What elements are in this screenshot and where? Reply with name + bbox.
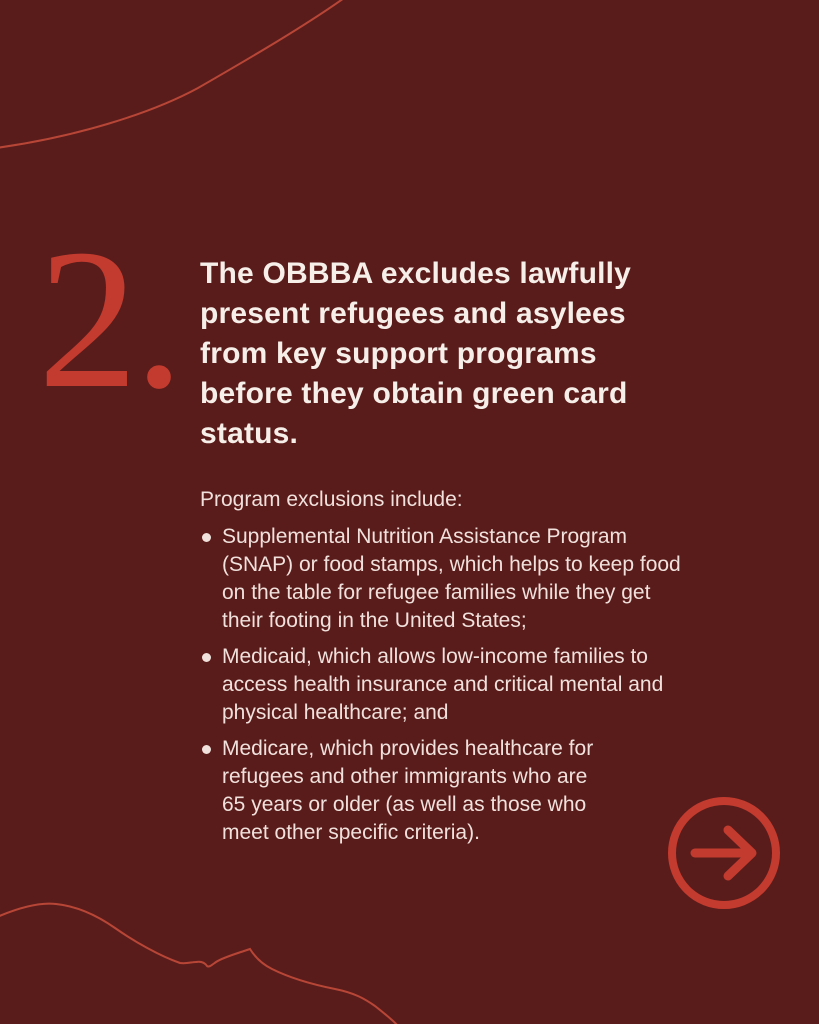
heading-line: status. [200,417,299,450]
bullet-line: on the table for refugee families while they get [222,581,651,604]
bullet-line: refugees and other immigrants who are [222,765,588,788]
heading-line: from key support programs [200,337,597,370]
bullet-line: Medicare, which provides healthcare for [222,737,594,760]
bullet-line: Medicaid, which allows low-income families to [222,645,648,668]
contour-line-bottom [0,904,399,1024]
bullet-line: Supplemental Nutrition Assistance Program [222,525,628,548]
bullet-line: physical healthcare; and [222,701,449,724]
next-arrow-button[interactable] [667,796,781,910]
bullet-icon [202,653,211,662]
heading-line: present refugees and asylees [200,297,626,330]
bullet-item-snap [200,523,760,635]
bullet-line: (SNAP) or food stamps, which helps to keep food [222,553,681,576]
bullet-icon [202,745,211,754]
bullet-item-medicaid [200,643,760,727]
heading-line: The OBBBA excludes lawfully [200,257,632,290]
bullet-line: access health insurance and critical mental and [222,673,664,696]
intro-line: Program exclusions include: [200,488,463,511]
bullet-line: meet other specific criteria). [222,821,480,844]
slide-heading [200,254,760,454]
arrow-right-circle-icon [667,796,781,910]
bullet-line: 65 years or older (as well as those who [222,793,587,816]
bullet-line: their footing in the United States; [222,609,527,632]
contour-line-top [0,0,347,148]
bullet-icon [202,533,211,542]
heading-line: before they obtain green card [200,377,628,410]
slide-number: 2. [38,209,180,430]
